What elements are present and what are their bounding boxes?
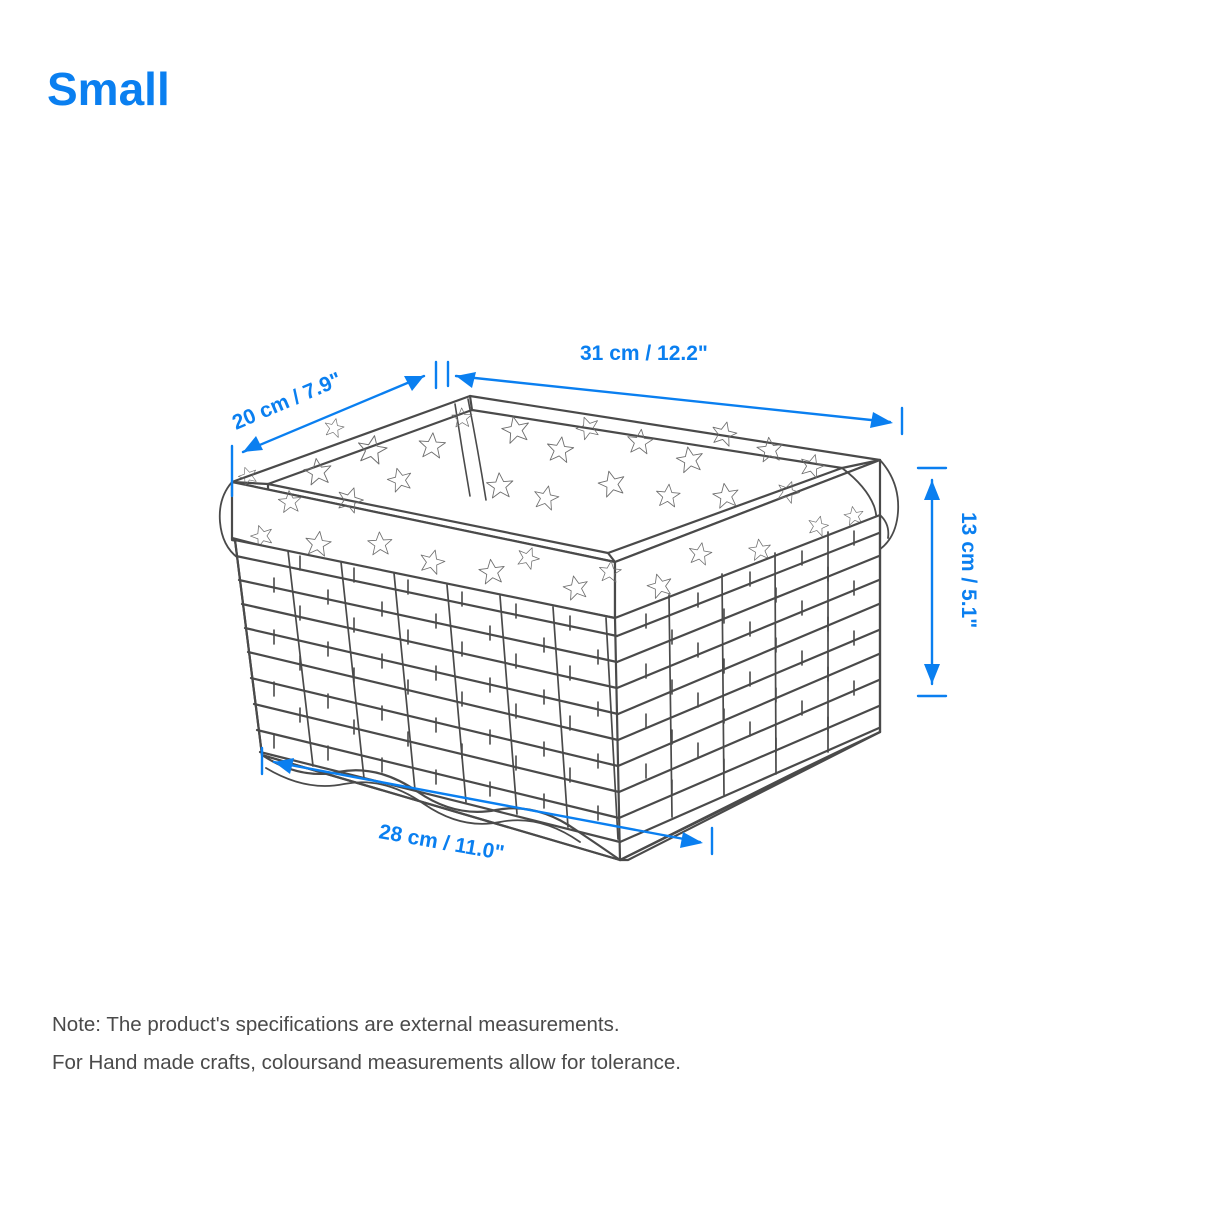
basket-illustration xyxy=(220,396,898,860)
dim-label-width-top: 31 cm / 12.2" xyxy=(580,342,708,365)
note-line-2: For Hand made crafts, coloursand measurements allow for tolerance. xyxy=(52,1051,681,1074)
dim-height-right xyxy=(918,468,946,696)
note-line-1: Note: The product's specifications are external measurements. xyxy=(52,1013,620,1036)
dim-label-width-bottom: 28 cm / 11.0" xyxy=(377,820,506,865)
product-diagram xyxy=(0,300,1206,920)
dim-label-height-right: 13 cm / 5.1" xyxy=(957,512,980,629)
page-title: Small xyxy=(47,63,170,115)
dim-label-depth-top: 20 cm / 7.9" xyxy=(228,368,345,435)
notes-block xyxy=(52,1006,1052,1082)
